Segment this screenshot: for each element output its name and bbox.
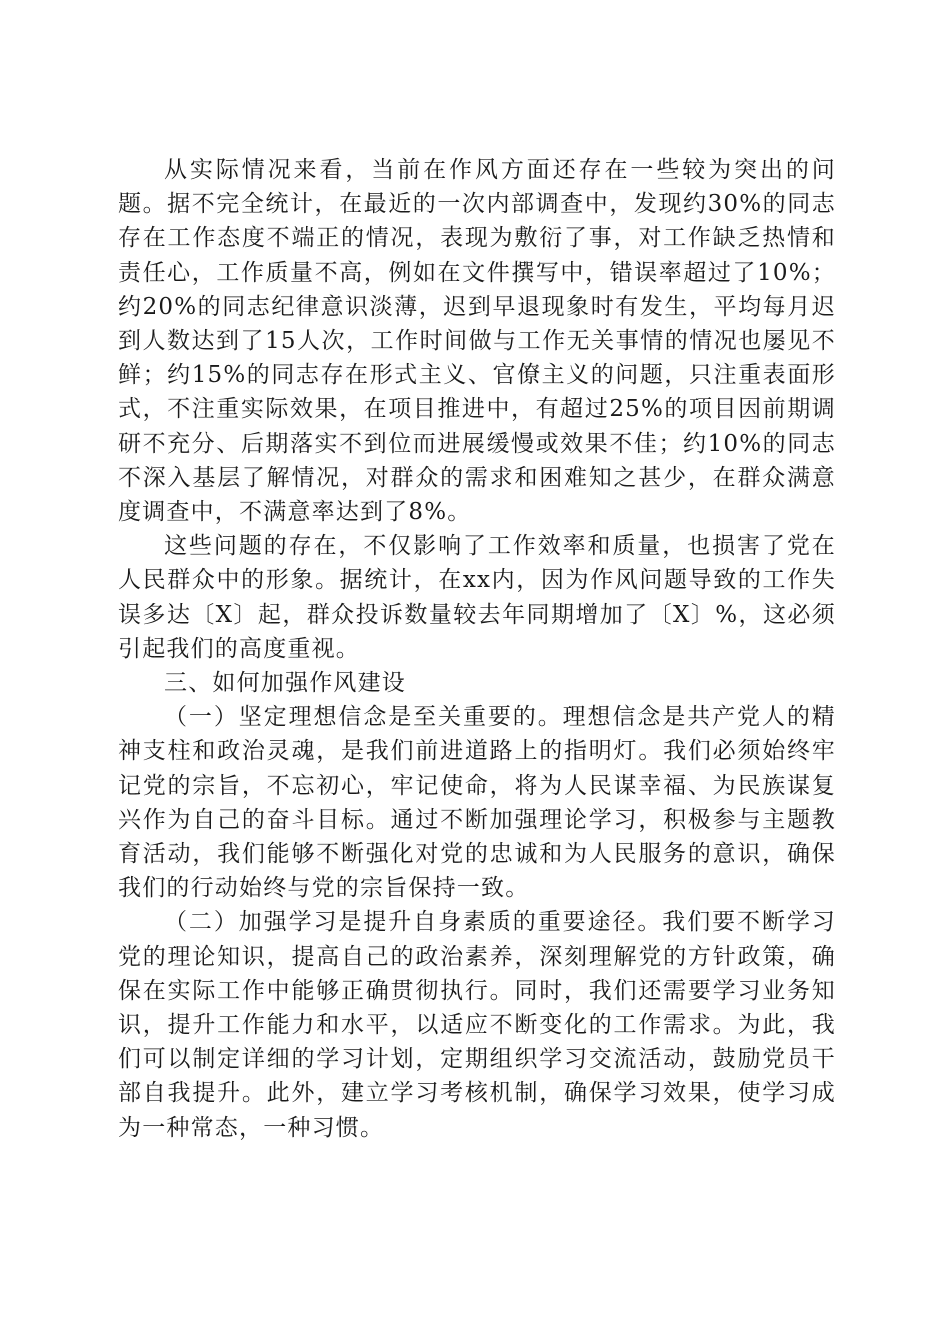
paragraph-problems-overview: 从实际情况来看，当前在作风方面还存在一些较为突出的问题。据不完全统计，在最近的一次内部调查中，发现约30%的同志存在工作态度不端正的情况，表现为敷衍了事，对工作缺乏热情和责任心，工作质量不高，例如在文件撰写中，错误率超过了10%；约20%的同志纪律意识淡薄，迟到早退现象时有发生，平均每月迟到人数达到了15人次，工作时间做与工作无关事情的情况也屡见不鲜；约15%的同志存在形式主义、官僚主义的问题，只注重表面形式，不注重实际效果，在项目推进中，有超过25%的项目因前期调研不充分、后期落实不到位而进展缓慢或效果不佳；约10%的同志不深入基层了解情况，对群众的需求和困难知之甚少，在群众满意度调查中，不满意率达到了8%。 [118, 157, 836, 526]
section-heading-strengthen-style: 三、如何加强作风建设 [164, 670, 406, 697]
paragraph-problems-impact: 这些问题的存在，不仅影响了工作效率和质量，也损害了党在人民群众中的形象。据统计，在xx内，因为作风问题导致的工作失误多达〔X〕起，群众投诉数量较去年同期增加了〔X〕%，这必须引起我们的高度重视。 [118, 533, 836, 662]
document-body [118, 153, 836, 1145]
paragraph-ideals-beliefs: （一）坚定理想信念是至关重要的。理想信念是共产党人的精神支柱和政治灵魂，是我们前进道路上的指明灯。我们必须始终牢记党的宗旨，不忘初心，牢记使命，将为人民谋幸福、为民族谋复兴作为自己的奋斗目标。通过不断加强理论学习，积极参与主题教育活动，我们能够不断强化对党的忠诚和为人民服务的意识，确保我们的行动始终与党的宗旨保持一致。 [118, 704, 836, 902]
paragraph-strengthen-learning: （二）加强学习是提升自身素质的重要途径。我们要不断学习党的理论知识，提高自己的政治素养，深刻理解党的方针政策，确保在实际工作中能够正确贯彻执行。同时，我们还需要学习业务知识，提升工作能力和水平，以适应不断变化的工作需求。为此，我们可以制定详细的学习计划，定期组织学习交流活动，鼓励党员干部自我提升。此外，建立学习考核机制，确保学习效果，使学习成为一种常态，一种习惯。 [118, 909, 836, 1141]
